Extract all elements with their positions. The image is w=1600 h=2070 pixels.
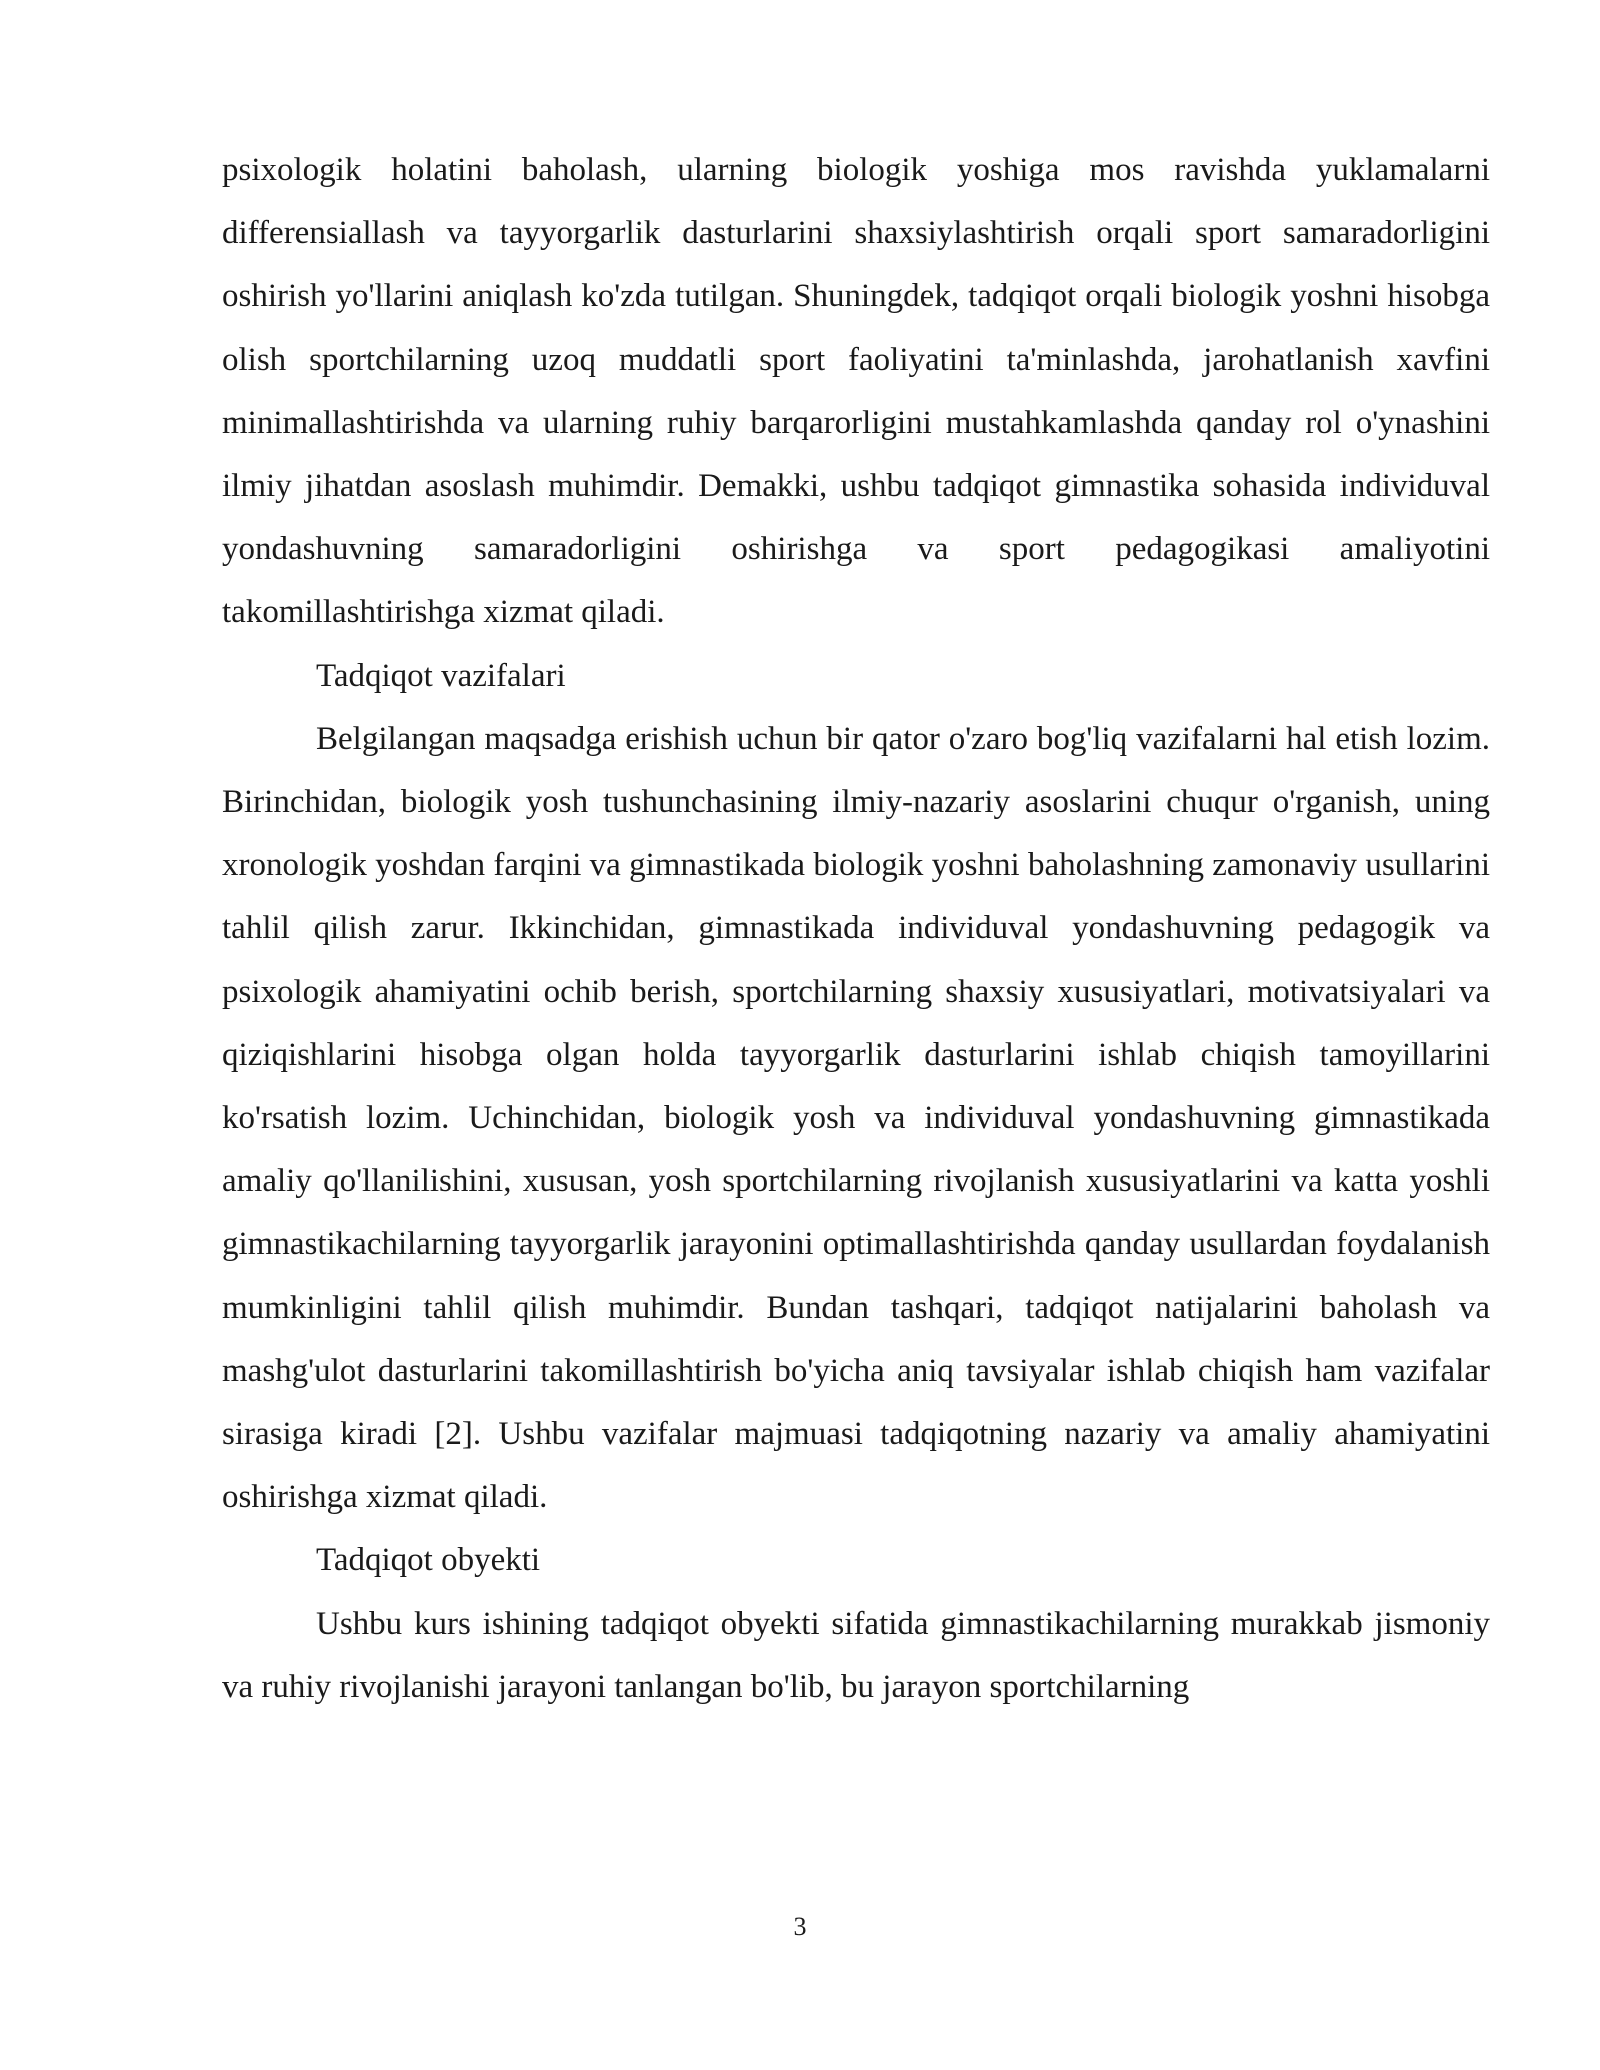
section-heading-tadqiqot-obyekti: Tadqiqot obyekti [316, 1542, 541, 1579]
paragraph-obyekti: Ushbu kurs ishining tadqiqot obyekti sifatida gimnastikachilarning murakkab jismoniy va ruhiy rivojlanishi jarayoni tanlangan bo'lib, bu jarayon sportchilarning [222, 1605, 1490, 1705]
section-heading-tadqiqot-vazifalari: Tadqiqot vazifalari [316, 657, 566, 694]
paragraph-vazifalari: Belgilangan maqsadga erishish uchun bir qator o'zaro bog'liq vazifalarni hal etish lozim. Birinchidan, biologik yosh tushunchasining ilmiy-nazariy asoslarini chuqur o'rganish, uning xronologik yoshdan farqini va gimnastikada biologik yoshni baholashning zamonaviy usullarini tahlil qilish zarur. Ikkinchidan, gimnastikada individuval yondashuvning pedagogik va psixologik ahamiyatini ochib berish, sportchilarning shaxsiy xususiyatlari, motivatsiyalari va qiziqishlarini hisobga olgan holda tayyorgarlik dasturlarini ishlab chiqish tamoyillarini ko'rsatish lozim. Uchinchidan, biologik yosh va individuval yondashuvning gimnastikada amaliy qo'llanilishini, xususan, yosh sportchilarning rivojlanish xususiyatlarini va katta yoshli gimnastikachilarning tayyorgarlik jarayonini optimallashtirishda qanday usullardan foydalanish mumkinligini tahlil qilish muhimdir. Bundan tashqari, tadqiqot natijalarini baholash va mashg'ulot dasturlarini takomillashtirish bo'yicha aniq tavsiyalar ishlab chiqish ham vazifalar sirasiga kiradi [2]. Ushbu vazifalar majmuasi tadqiqotning nazariy va amaliy ahamiyatini oshirishga xizmat qiladi. [222, 720, 1490, 1516]
paragraph-continuation: psixologik holatini baholash, ularning biologik yoshiga mos ravishda yuklamalarni differensiallash va tayyorgarlik dasturlarini shaxsiylashtirish orqali sport samaradorligini oshirish yo'llarini aniqlash ko'zda tutilgan. Shuningdek, tadqiqot orqali biologik yoshni hisobga olish sportchilarning uzoq muddatli sport faoliyatini ta'minlashda, jarohatlanish xavfini minimallashtirishda va ularning ruhiy barqarorligini mustahkamlashda qanday rol o'ynashini ilmiy jihatdan asoslash muhimdir. Demakki, ushbu tadqiqot gimnastika sohasida individuval yondashuvning samaradorligini oshirishga va sport pedagogikasi amaliyotini takomillashtirishga xizmat qiladi. [222, 152, 1490, 631]
page-body [222, 139, 1490, 1719]
page-number: 3 [793, 1912, 807, 1941]
